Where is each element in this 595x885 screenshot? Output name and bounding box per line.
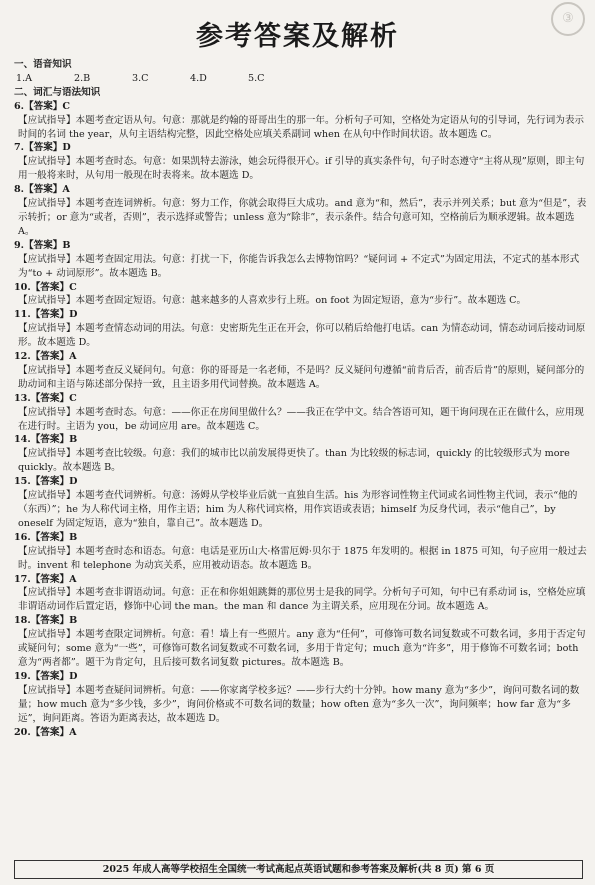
exam-guidance: 【应试指导】本题考查情态动词的用法。句意：史密斯先生正在开会，你可以稍后给他打电话。can 为情态动词，情态动词后接动词原形。故本题选 D。 bbox=[18, 323, 586, 349]
phonetics-answer: 4.D bbox=[190, 72, 207, 84]
question-item bbox=[14, 614, 588, 670]
question-answer-line bbox=[14, 475, 588, 489]
answer-letter: B bbox=[69, 531, 78, 543]
question-item bbox=[14, 433, 588, 475]
question-answer-line bbox=[14, 350, 588, 364]
question-label: 14.【答案】 bbox=[14, 434, 70, 446]
question-label: 11.【答案】 bbox=[14, 309, 70, 321]
question-answer-line bbox=[14, 392, 588, 406]
question-item bbox=[14, 350, 588, 392]
question-label: 8.【答案】 bbox=[14, 184, 63, 196]
question-label: 10.【答案】 bbox=[14, 281, 70, 293]
answer-letter: A bbox=[69, 573, 77, 585]
question-label: 16.【答案】 bbox=[14, 531, 70, 543]
answer-letter: C bbox=[62, 100, 71, 112]
exam-guidance: 【应试指导】本题考查固定短语。句意：越来越多的人喜欢步行上班。on foot 为固定短语，意为“步行”。故本题选 C。 bbox=[18, 295, 527, 307]
answer-letter: A bbox=[62, 184, 70, 196]
question-item bbox=[14, 726, 588, 740]
question-item bbox=[14, 141, 588, 183]
question-item bbox=[14, 392, 588, 434]
question-label: 12.【答案】 bbox=[14, 351, 70, 363]
question-label: 17.【答案】 bbox=[14, 573, 70, 585]
exam-guidance: 【应试指导】本题考查非谓语动词。句意：正在和你姐姐跳舞的那位男士是我的同学。分析句子可知，句中已有系动词 is，空格处应填非谓语动词作后置定语，修饰中心词 the man。the man 和 dance 为主谓关系，应用现在分词。故本题选 A。 bbox=[18, 587, 586, 613]
exam-guidance: 【应试指导】本题考查比较级。句意：我们的城市比以前发展得更快了。than 为比较级的标志词，quickly 的比较级形式为 more quickly。故本题选 B。 bbox=[18, 448, 570, 474]
exam-guidance: 【应试指导】本题考查代词辨析。句意：汤姆从学校毕业后就一直独自生活。his 为形容词性物主代词或名词性物主代词，表示“他的（东西）”；he 为人称代词主格，用作主语；him 为人称代词宾格，用作宾语或表语；himself 为反身代词，表示“他自己”，by oneself 为固定短语，意为“独自，靠自己”。故本题选 D。 bbox=[18, 490, 578, 529]
question-label: 20.【答案】 bbox=[14, 726, 70, 738]
question-item bbox=[14, 183, 588, 239]
exam-guidance: 【应试指导】本题考查固定用法。句意：打扰一下，你能告诉我怎么去博物馆吗？“疑问词 + 不定式”为固定用法，不定式的基本形式为“to + 动词原形”。故本题选 B。 bbox=[18, 253, 580, 279]
section-heading-vocabulary: 二、词汇与语法知识 bbox=[14, 86, 101, 98]
question-answer-line bbox=[14, 183, 588, 197]
question-answer-line bbox=[14, 239, 588, 253]
answer-letter: A bbox=[69, 351, 77, 363]
answer-letter: C bbox=[69, 281, 77, 293]
page-footer: 2025 年成人高等学校招生全国统一考试高起点英语试题和参考答案及解析(共 8 页) 第 6 页 bbox=[14, 860, 583, 879]
question-item bbox=[14, 670, 588, 726]
side-watermark bbox=[583, 818, 593, 858]
answer-content bbox=[14, 58, 588, 739]
question-label: 7.【答案】 bbox=[14, 142, 63, 154]
question-label: 13.【答案】 bbox=[14, 392, 70, 404]
answer-letter: B bbox=[62, 239, 71, 251]
answer-letter: C bbox=[69, 392, 77, 404]
page-title: 参考答案及解析 bbox=[196, 21, 399, 52]
question-answer-line bbox=[14, 531, 588, 545]
exam-guidance: 【应试指导】本题考查时态。句意：——你正在房间里做什么？——我正在学中文。结合答语可知，题干询问现在正在做什么，应用现在进行时。主语为 you，be 动词应用 are。故本题选 C。 bbox=[18, 406, 585, 432]
section-heading-phonetics: 一、语音知识 bbox=[14, 59, 72, 70]
exam-guidance: 【应试指导】本题考查时态和语态。句意：电话是亚历山大·格雷厄姆·贝尔于 1875 年发明的。根据 in 1875 可知，句子应用一般过去时。invent 和 telephone 为动宾关系，应用被动语态。故本题选 B。 bbox=[18, 545, 587, 571]
question-item bbox=[14, 281, 588, 309]
question-label: 18.【答案】 bbox=[14, 615, 70, 627]
question-item bbox=[14, 531, 588, 573]
question-label: 6.【答案】 bbox=[14, 100, 63, 112]
exam-guidance: 【应试指导】本题考查定语从句。句意：那就是约翰的哥哥出生的那一年。分析句子可知，空格处为定语从句的引导词，先行词为表示时间的名词 the year，从句主语结构完整，因此空格处应填关系副词 when 在从句中作时间状语。故本题选 C。 bbox=[18, 114, 585, 140]
question-item bbox=[14, 239, 588, 281]
question-item bbox=[14, 308, 588, 350]
exam-guidance: 【应试指导】本题考查疑问词辨析。句意：——你家离学校多远？——步行大约十分钟。how many 意为“多少”，询问可数名词的数量；how much 意为“多少钱，多少”，询问价格或不可数名词的数量；how often 意为“多久一次”，询问频率；how far 意为“多远”，询问距离。答语为距离表达，故本题选 D。 bbox=[18, 684, 580, 724]
phonetics-answer: 1.A bbox=[16, 72, 33, 84]
question-item bbox=[14, 100, 588, 142]
question-answer-line bbox=[14, 614, 588, 628]
phonetics-answer: 5.C bbox=[248, 72, 265, 84]
answer-letter: D bbox=[69, 670, 78, 682]
question-answer-line bbox=[14, 308, 588, 322]
question-label: 19.【答案】 bbox=[14, 670, 70, 682]
answer-letter: D bbox=[69, 476, 78, 488]
exam-guidance: 【应试指导】本题考查时态。句意：如果凯特去游泳，她会玩得很开心。if 引导的真实条件句，句子时态遵守“主将从现”原则，即主句用一般将来时，从句用一般现在时表将来。故本题选 D。 bbox=[18, 156, 585, 182]
exam-guidance: 【应试指导】本题考查限定词辨析。句意：看！墙上有一些照片。any 意为“任何”，可修饰可数名词复数或不可数名词，多用于否定句或疑问句；some 意为“一些”，可修饰可数名词复数或不可数名词，多用于肯定句；much 意为“许多”，用于修饰不可数名词；both 意为“两者都”。题干为肯定句，且后接可数名词复数 pictures。故本题选 B。 bbox=[18, 629, 586, 668]
question-item bbox=[14, 475, 588, 531]
question-answer-line bbox=[14, 670, 588, 684]
phonetics-answer: 3.C bbox=[132, 72, 149, 84]
question-answer-line bbox=[14, 281, 588, 295]
corner-seal: ③ bbox=[551, 2, 585, 36]
question-item bbox=[14, 573, 588, 615]
question-answer-line bbox=[14, 573, 588, 587]
phonetics-answer: 2.B bbox=[74, 72, 91, 84]
answer-letter: B bbox=[69, 434, 78, 446]
question-list bbox=[14, 100, 588, 726]
answer-letter: D bbox=[69, 309, 78, 321]
question-answer-line bbox=[14, 141, 588, 155]
question-answer-line bbox=[14, 100, 588, 114]
question-label: 9.【答案】 bbox=[14, 239, 63, 251]
question-answer-line bbox=[14, 433, 588, 447]
answer-letter: D bbox=[62, 142, 71, 154]
exam-guidance: 【应试指导】本题考查反义疑问句。句意：你的哥哥是一名老师，不是吗？反义疑问句遵循“前肯后否，前否后肯”的原则，疑问部分的助动词和主语与陈述部分保持一致，且主语多用代词替换。故本题选 A。 bbox=[18, 364, 585, 390]
answer-letter: B bbox=[69, 615, 78, 627]
question-label: 15.【答案】 bbox=[14, 476, 70, 488]
exam-guidance: 【应试指导】本题考查连词辨析。句意：努力工作，你就会取得巨大成功。and 意为“和，然后”，表示并列关系；but 意为“但是”，表示转折；or 意为“或者，否则”，表示选择或警告；unless 意为“除非”，表示条件。结合句意可知，空格前后为顺承逻辑。故本题选 A。 bbox=[18, 198, 587, 237]
answer-letter: A bbox=[69, 726, 77, 738]
phonetics-answers bbox=[16, 72, 588, 86]
